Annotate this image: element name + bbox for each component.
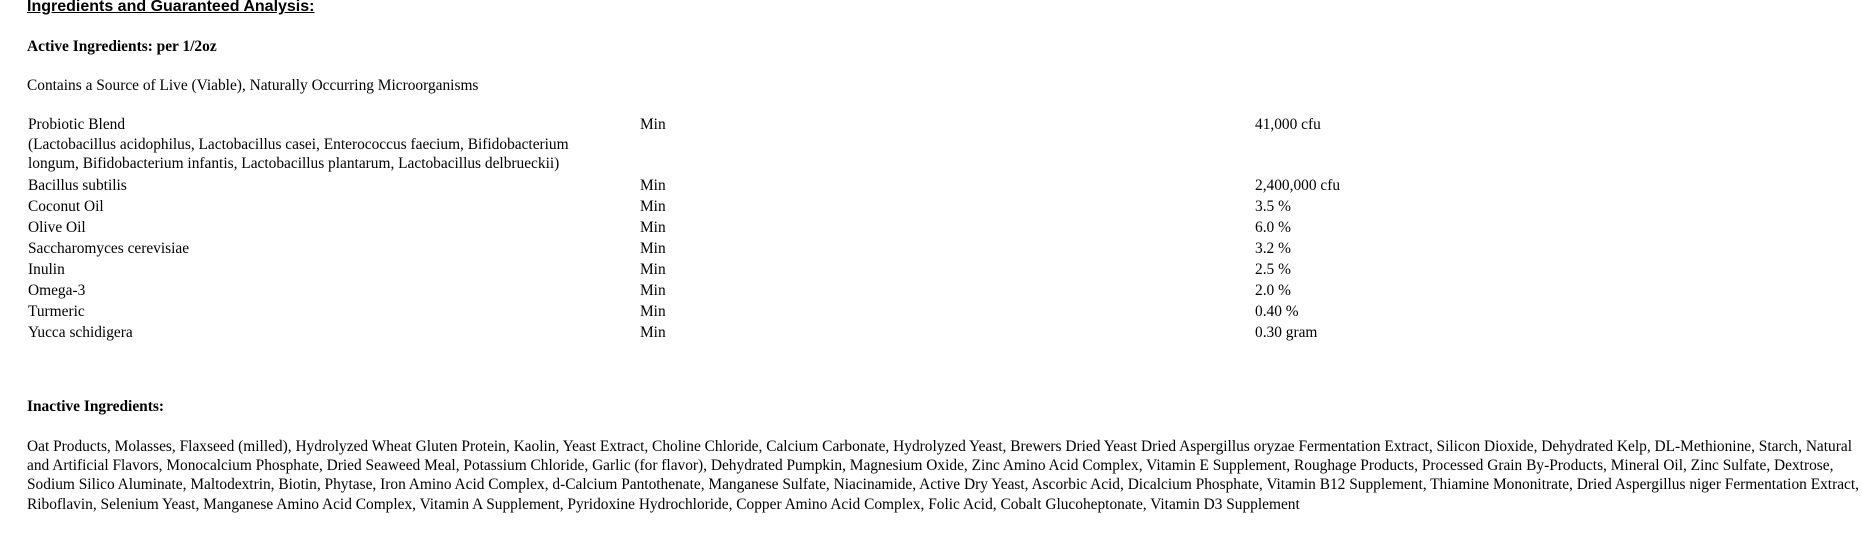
ingredient-name: Inulin (28, 261, 65, 278)
inactive-ingredients-heading: Inactive Ingredients: (27, 398, 164, 415)
ingredient-amount: 0.40 % (1255, 303, 1299, 320)
ingredient-type: Min (640, 198, 666, 215)
ingredient-amount: 0.30 gram (1255, 324, 1318, 341)
ingredient-name: Coconut Oil (28, 198, 104, 215)
ingredient-type: Min (640, 116, 666, 133)
ingredient-type: Min (640, 177, 666, 194)
ingredient-name: Bacillus subtilis (28, 177, 127, 194)
ingredient-name: Yucca schidigera (28, 324, 133, 341)
blend-detail-line: longum, Bifidobacterium infantis, Lactobacillus plantarum, Lactobacillus delbrueckii) (28, 155, 560, 172)
ingredient-amount: 6.0 % (1255, 219, 1291, 236)
ingredient-type: Min (640, 261, 666, 278)
blend-detail-line: (Lactobacillus acidophilus, Lactobacillus casei, Enterococcus faecium, Bifidobacterium (28, 136, 569, 153)
ingredient-type: Min (640, 219, 666, 236)
ingredient-name: Turmeric (28, 303, 85, 320)
ingredient-amount: 2.0 % (1255, 282, 1291, 299)
ingredient-type: Min (640, 282, 666, 299)
ingredient-type: Min (640, 324, 666, 341)
active-ingredients-heading: Active Ingredients: per 1/2oz (27, 38, 217, 55)
inactive-ingredients-text: Oat Products, Molasses, Flaxseed (milled), Hydrolyzed Wheat Gluten Protein, Kaolin, Yeast Extract, Choline Chloride, Calcium Carbonate, Hydrolyzed Yeast, Brewers Dried Yeast Dried Aspergillus oryzae Fermentation Extract, Silicon Dioxide, Dehydrated Kelp, DL-Methionine, Starch, Natural and Artificial Flavors, Monocalcium Phosphate, Dried Seaweed Meal, Potassium Chloride, Garlic (for flavor), Dehydrated Pumpkin, Magnesium Oxide, Zinc Amino Acid Complex, Vitamin E Supplement, Roughage Products, Processed Grain By-Products, Mineral Oil, Zinc Sulfate, Dextrose, Sodium Silico Aluminate, Maltodextrin, Biotin, Phytase, Iron Amino Acid Complex, d-Calcium Pantothenate, Manganese Sulfate, Niacinamide, Active Dry Yeast, Ascorbic Acid, Dicalcium Phosphate, Vitamin B12 Supplement, Thiamine Mononitrate, Dried Aspergillus niger Fermentation Extract, Riboflavin, Selenium Yeast, Manganese Amino Acid Complex, Vitamin A Supplement, Pyridoxine Hydrochloride, Copper Amino Acid Complex, Folic Acid, Cobalt Glucoheptonate, Vitamin D3 Supplement (27, 438, 1859, 513)
ingredient-amount: 41,000 cfu (1255, 116, 1321, 133)
ingredient-type: Min (640, 303, 666, 320)
ingredient-name: Omega-3 (28, 282, 86, 299)
ingredient-name: Probiotic Blend (28, 116, 126, 133)
ingredient-type: Min (640, 240, 666, 257)
main-heading: Ingredients and Guaranteed Analysis: (27, 0, 315, 15)
ingredient-amount: 3.2 % (1255, 240, 1291, 257)
ingredient-amount: 2.5 % (1255, 261, 1291, 278)
ingredient-name: Olive Oil (28, 219, 86, 236)
ingredient-amount: 3.5 % (1255, 198, 1291, 215)
ingredient-amount: 2,400,000 cfu (1255, 177, 1341, 194)
ingredient-name: Saccharomyces cerevisiae (28, 240, 190, 257)
microorganisms-note: Contains a Source of Live (Viable), Naturally Occurring Microorganisms (27, 77, 479, 94)
